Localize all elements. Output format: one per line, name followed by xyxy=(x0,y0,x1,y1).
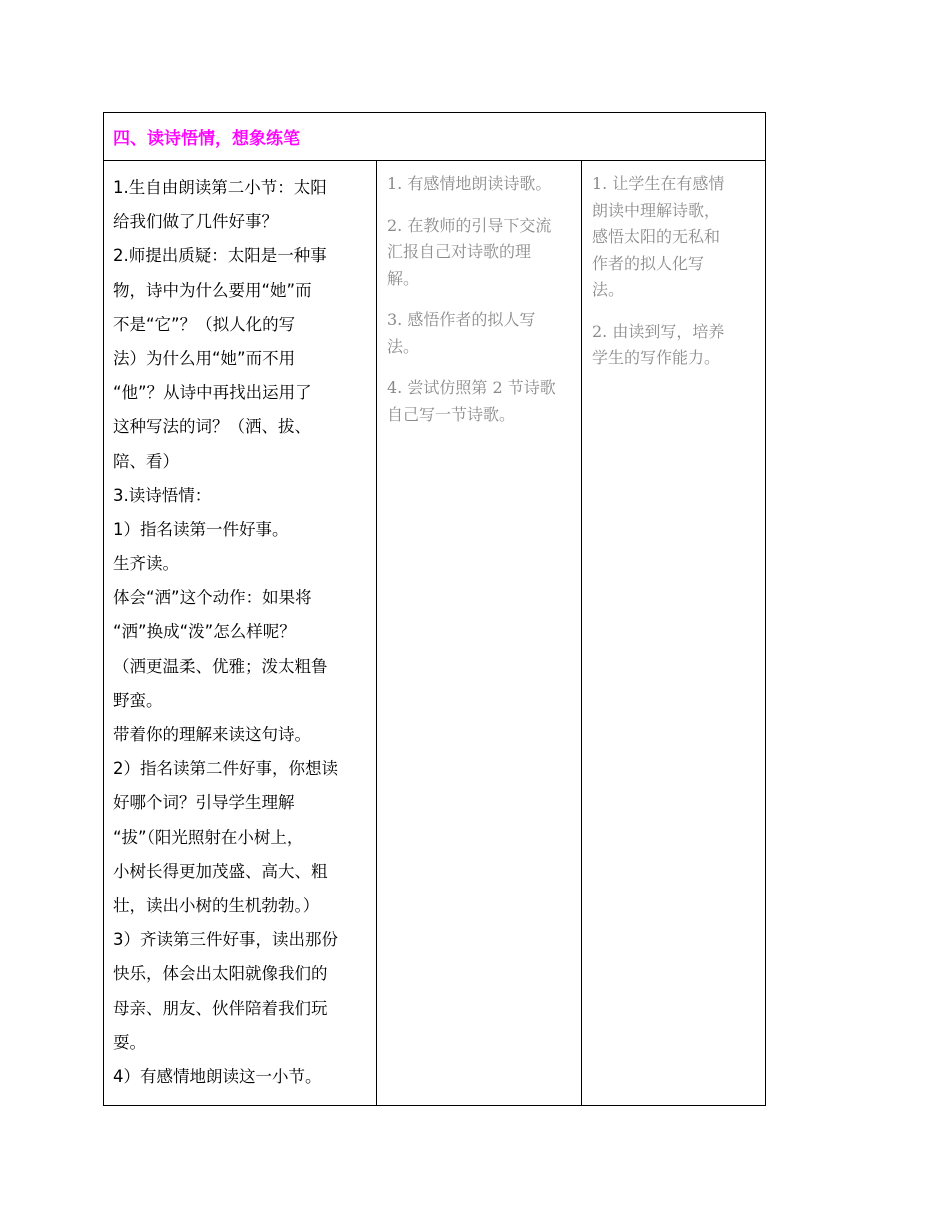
teacher-activity-line: 3）齐读第三件好事，读出那份 xyxy=(113,930,338,950)
student-activity-text xyxy=(387,171,577,428)
teacher-activity-line: 壮，读出小树的生机勃勃。） xyxy=(113,895,320,915)
student-activity-cell xyxy=(377,161,582,1105)
section-title: 四、读诗悟情，想象练笔 xyxy=(113,129,300,149)
design-intent-line: 法。 xyxy=(592,280,625,299)
paragraph-spacer xyxy=(387,360,577,375)
paragraph-spacer xyxy=(387,292,577,307)
student-activity-line: 自己写一节诗歌。 xyxy=(387,404,516,424)
teacher-activity-cell xyxy=(104,161,377,1105)
teacher-activity-line: 野蛮。 xyxy=(113,690,163,710)
teacher-activity-line: “洒”换成“泼”怎么样呢？ xyxy=(113,622,296,642)
teacher-activity-line: （洒更温柔、优雅；泼太粗鲁 xyxy=(113,656,328,676)
student-activity-line: 解。 xyxy=(387,268,420,288)
student-activity-line: 汇报自己对诗歌的理 xyxy=(387,242,532,261)
design-intent-line: 朗读中理解诗歌， xyxy=(592,200,721,220)
teacher-activity-line: 1.生自由朗读第二小节：太阳 xyxy=(113,178,327,197)
teacher-activity-line: “他”？从诗中再找出运用了 xyxy=(113,383,312,403)
teacher-activity-line: 快乐，体会出太阳就像我们的 xyxy=(113,964,328,984)
teacher-activity-line: 耍。 xyxy=(113,1032,146,1052)
design-intent-line: 作者的拟人化写 xyxy=(592,253,705,273)
student-activity-line: 3. 感悟作者的拟人写 xyxy=(387,310,536,329)
design-intent-cell xyxy=(582,161,765,1105)
teacher-activity-line: 陪、看） xyxy=(113,451,179,471)
design-intent-text xyxy=(592,171,768,372)
teacher-activity-line: 体会“洒”这个动作：如果将 xyxy=(113,588,312,608)
teacher-activity-line: 不是“它”？（拟人化的写 xyxy=(113,314,296,334)
teacher-activity-line: 给我们做了几件好事？ xyxy=(113,212,278,232)
design-intent-line: 2. 由读到写，培养 xyxy=(592,321,725,341)
teacher-activity-line: 这种写法的词？（洒、拔、 xyxy=(113,417,311,437)
teacher-activity-line: 4）有感情地朗读这一小节。 xyxy=(113,1066,322,1086)
teacher-activity-line: 物，诗中为什么要用“她”而 xyxy=(113,280,312,300)
teacher-activity-line: “拔”（阳光照射在小树上， xyxy=(113,827,304,847)
design-intent-line: 学生的写作能力。 xyxy=(592,348,721,367)
design-intent-line: 感悟太阳的无私和 xyxy=(592,227,721,246)
paragraph-spacer xyxy=(592,304,768,319)
student-activity-line: 法。 xyxy=(387,336,420,356)
teacher-activity-line: 2）指名读第二件好事，你想读 xyxy=(113,759,338,779)
student-activity-line: 2. 在教师的引导下交流 xyxy=(387,215,552,235)
student-activity-line: 4. 尝试仿照第 2 节诗歌 xyxy=(387,378,556,397)
teacher-activity-line: 小树长得更加茂盛、高大、粗 xyxy=(113,861,328,881)
student-activity-line: 1. 有感情地朗读诗歌。 xyxy=(387,174,552,193)
teacher-activity-text xyxy=(113,171,371,1094)
teacher-activity-line: 带着你的理解来读这句诗。 xyxy=(113,725,311,744)
teacher-activity-line: 2.师提出质疑：太阳是一种事 xyxy=(113,246,327,266)
teacher-activity-line: 生齐读。 xyxy=(113,554,179,574)
lesson-plan-table xyxy=(103,112,766,1106)
teacher-activity-line: 1）指名读第一件好事。 xyxy=(113,519,289,539)
teacher-activity-line: 3.读诗悟情： xyxy=(113,485,212,505)
paragraph-spacer xyxy=(387,198,577,213)
teacher-activity-line: 好哪个词？引导学生理解 xyxy=(113,793,295,813)
section-header-row xyxy=(104,113,765,161)
design-intent-line: 1. 让学生在有感情 xyxy=(592,174,725,193)
teacher-activity-line: 母亲、朋友、伙伴陪着我们玩 xyxy=(113,998,328,1018)
teacher-activity-line: 法）为什么用“她”而不用 xyxy=(113,348,296,368)
